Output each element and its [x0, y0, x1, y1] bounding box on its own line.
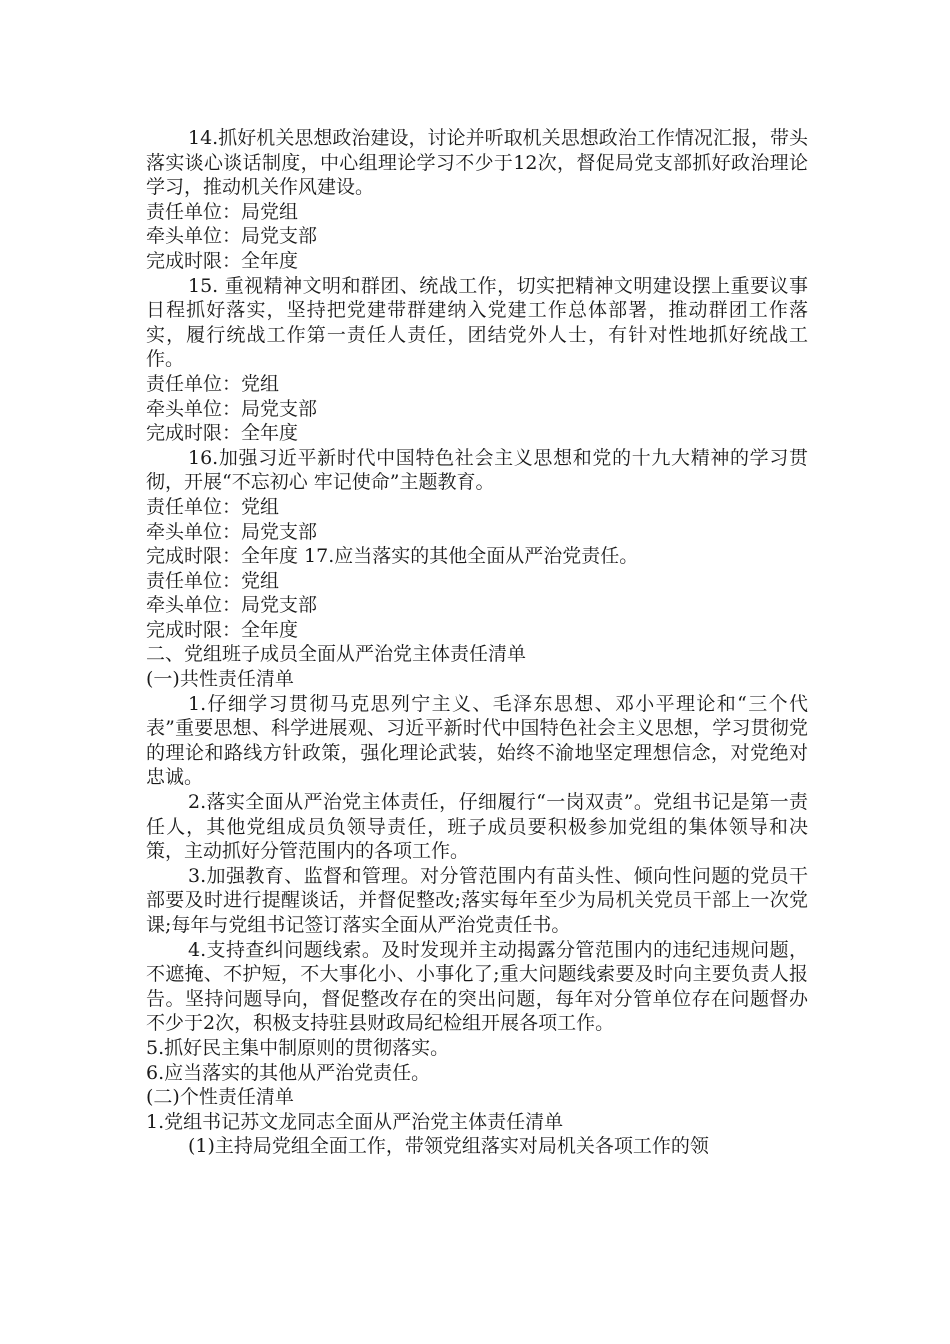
deadline-line: 完成时限：全年度	[146, 249, 299, 272]
paragraph-individual-1-1: (1)主持局党组全面工作，带领党组落实对局机关各项工作的领	[188, 1135, 709, 1158]
lead-unit-line: 牵头单位：局党支部	[146, 225, 318, 248]
paragraph-common-2: 2.落实全面从严治党主体责任，仔细履行“一岗双责”。党组书记是第一责任人，其他党组成员负领导责任，班子成员要积极参加党组的集体领导和决策，主动抓好分管范围内的各项工作。	[146, 791, 808, 863]
paragraph-common-4: 4.支持查纠问题线索。及时发现并主动揭露分管范围内的违纪违规问题，不遮掩、不护短，不大事化小、小事化了;重大问题线索要及时向主要负责人报告。坚持问题导向，督促整改存在的突出问题，每年对分管单位存在问题督办不少于2次，积极支持驻县财政局纪检组开展各项工作。	[146, 938, 808, 1035]
subsection-heading-common: (一)共性责任清单	[146, 668, 294, 691]
deadline-item-17-line: 完成时限：全年度 17.应当落实的其他全面从严治党责任。	[146, 545, 639, 568]
lead-unit-line: 牵头单位：局党支部	[146, 397, 318, 420]
lead-unit-line: 牵头单位：局党支部	[146, 594, 318, 617]
deadline-line: 完成时限：全年度	[146, 618, 299, 641]
paragraph-item-16: 16.加强习近平新时代中国特色社会主义思想和党的十九大精神的学习贯彻，开展“不忘初心 牢记使命”主题教育。	[146, 446, 808, 494]
subsection-heading-individual: (二)个性责任清单	[146, 1086, 294, 1109]
responsible-unit-line: 责任单位：党组	[146, 569, 280, 592]
responsible-unit-line: 责任单位：局党组	[146, 200, 299, 223]
individual-list-heading-1: 1.党组书记苏文龙同志全面从严治党主体责任清单	[146, 1110, 564, 1133]
responsible-unit-line: 责任单位：党组	[146, 495, 280, 518]
lead-unit-line: 牵头单位：局党支部	[146, 520, 318, 543]
deadline-line: 完成时限：全年度	[146, 422, 299, 445]
paragraph-common-6: 6.应当落实的其他从严治党责任。	[146, 1061, 431, 1084]
paragraph-common-1: 1.仔细学习贯彻马克思列宁主义、毛泽东思想、邓小平理论和“三个代表”重要思想、科学进展观、习近平新时代中国特色社会主义思想，学习贯彻党的理论和路线方针政策，强化理论武装，始终不渝地坚定理想信念，对党绝对忠诚。	[146, 692, 808, 789]
paragraph-item-14: 14.抓好机关思想政治建设，讨论并听取机关思想政治工作情况汇报，带头落实谈心谈话制度，中心组理论学习不少于12次，督促局党支部抓好政治理论学习，推动机关作风建设。	[146, 127, 808, 199]
document-body	[146, 126, 808, 1159]
paragraph-common-3: 3.加强教育、监督和管理。对分管范围内有苗头性、倾向性问题的党员干部要及时进行提醒谈话，并督促整改;落实每年至少为局机关党员干部上一次党课;每年与党组书记签订落实全面从严治党责任书。	[146, 864, 808, 936]
responsible-unit-line: 责任单位：党组	[146, 372, 280, 395]
paragraph-common-5: 5.抓好民主集中制原则的贯彻落实。	[146, 1036, 450, 1059]
paragraph-item-15: 15. 重视精神文明和群团、统战工作，切实把精神文明建设摆上重要议事日程抓好落实，坚持把党建带群建纳入党建工作总体部署，推动群团工作落实，履行统战工作第一责任人责任，团结党外人士，有针对性地抓好统战工作。	[146, 274, 808, 371]
section-heading-2: 二、党组班子成员全面从严治党主体责任清单	[146, 643, 527, 666]
